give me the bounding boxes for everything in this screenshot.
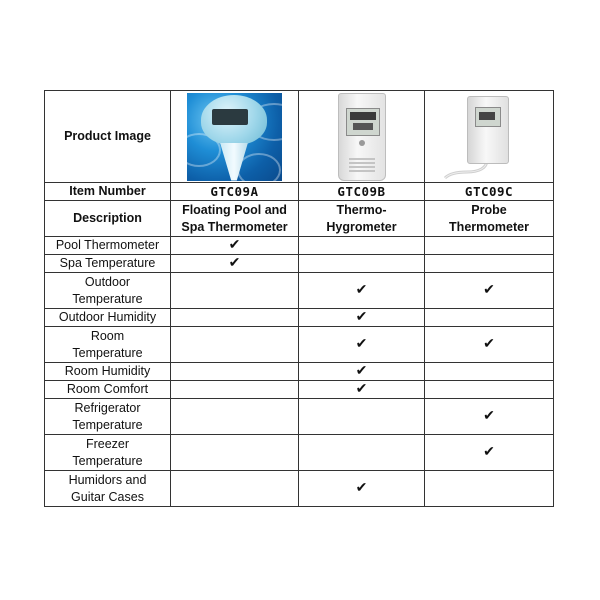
thermo-hygrometer-image: [338, 93, 386, 181]
description-1-line2: Spa Thermometer: [181, 219, 288, 234]
feature-cell-product-2: [299, 237, 425, 255]
feature-label-line1: Room: [90, 328, 125, 343]
description-3-line2: Thermometer: [449, 219, 529, 234]
checkmark-icon: ✔: [483, 281, 495, 297]
feature-label-line1: Refrigerator: [74, 400, 141, 415]
feature-cell-product-3: [425, 309, 554, 327]
description-label: Description: [45, 201, 171, 237]
feature-cell-product-3: [425, 381, 554, 399]
feature-row: [45, 237, 554, 255]
feature-cell-product-1: [171, 435, 299, 471]
feature-cell-product-1: [171, 255, 299, 273]
feature-cell-product-2: [299, 435, 425, 471]
feature-row: [45, 255, 554, 273]
description-row: [45, 201, 554, 237]
checkmark-icon: ✔: [228, 254, 241, 270]
feature-cell-product-1: [171, 273, 299, 309]
feature-row: [45, 363, 554, 381]
feature-cell-product-2: [299, 327, 425, 363]
description-2: [299, 201, 425, 237]
product-image-label: Product Image: [45, 91, 171, 183]
feature-cell-product-1: [171, 399, 299, 435]
feature-row: [45, 399, 554, 435]
feature-cell-product-3: [425, 237, 554, 255]
checkmark-icon: ✔: [483, 335, 495, 351]
feature-cell-product-3: [425, 327, 554, 363]
item-number-row: [45, 183, 554, 201]
feature-label: [45, 363, 171, 381]
feature-cell-product-2: [299, 471, 425, 507]
feature-label-line1: Room Comfort: [66, 382, 149, 396]
feature-label-line1: Pool Thermometer: [55, 238, 160, 252]
feature-row: [45, 381, 554, 399]
description-3: [425, 201, 554, 237]
feature-label: [45, 309, 171, 327]
feature-cell-product-2: [299, 273, 425, 309]
feature-row: [45, 471, 554, 507]
feature-cell-product-1: [171, 309, 299, 327]
comparison-table: [44, 90, 554, 507]
checkmark-icon: ✔: [483, 443, 495, 459]
feature-cell-product-1: [171, 237, 299, 255]
feature-label: [45, 255, 171, 273]
feature-cell-product-2: [299, 255, 425, 273]
product-image-cell-2: [299, 91, 425, 183]
feature-label-line2: Temperature: [72, 345, 143, 360]
description-1: [171, 201, 299, 237]
checkmark-icon: ✔: [483, 407, 495, 423]
checkmark-icon: ✔: [355, 281, 368, 297]
feature-label: [45, 471, 171, 507]
feature-row: [45, 309, 554, 327]
feature-cell-product-1: [171, 327, 299, 363]
feature-cell-product-2: [299, 381, 425, 399]
item-number-2: GTC09B: [299, 183, 425, 201]
feature-cell-product-3: [425, 273, 554, 309]
feature-cell-product-3: [425, 471, 554, 507]
feature-cell-product-3: [425, 363, 554, 381]
description-2-line2: Hygrometer: [326, 219, 397, 234]
feature-cell-product-1: [171, 381, 299, 399]
feature-cell-product-2: [299, 399, 425, 435]
item-number-label: Item Number: [45, 183, 171, 201]
feature-label: [45, 273, 171, 309]
checkmark-icon: ✔: [355, 380, 368, 396]
feature-label-line2: Guitar Cases: [71, 489, 144, 504]
feature-row: [45, 273, 554, 309]
probe-thermometer-image: [439, 94, 539, 180]
feature-cell-product-3: [425, 255, 554, 273]
checkmark-icon: ✔: [355, 362, 368, 378]
feature-row: [45, 435, 554, 471]
feature-label: [45, 435, 171, 471]
feature-cell-product-3: [425, 399, 554, 435]
product-image-row: [45, 91, 554, 183]
product-image-cell-1: [171, 91, 299, 183]
feature-label-line1: Humidors and: [68, 472, 147, 487]
feature-label-line1: Room Humidity: [64, 364, 151, 378]
feature-label-line2: Temperature: [72, 417, 143, 432]
item-number-1: GTC09A: [171, 183, 299, 201]
feature-cell-product-2: [299, 309, 425, 327]
feature-cell-product-1: [171, 471, 299, 507]
pool-float-thermometer-image: [187, 93, 282, 181]
checkmark-icon: ✔: [355, 479, 368, 495]
description-3-line1: Probe: [471, 202, 507, 217]
checkmark-icon: ✔: [355, 308, 368, 324]
feature-label: [45, 237, 171, 255]
checkmark-icon: ✔: [228, 236, 241, 252]
feature-label: [45, 327, 171, 363]
feature-row: [45, 327, 554, 363]
feature-label: [45, 399, 171, 435]
item-number-3: GTC09C: [425, 183, 554, 201]
feature-label-line1: Outdoor Humidity: [58, 310, 157, 324]
feature-label-line1: Outdoor: [84, 274, 131, 289]
feature-label-line1: Freezer: [85, 436, 130, 451]
description-2-line1: Thermo-: [336, 202, 387, 217]
checkmark-icon: ✔: [355, 335, 368, 351]
feature-label-line1: Spa Temperature: [59, 256, 156, 270]
feature-cell-product-1: [171, 363, 299, 381]
description-1-line1: Floating Pool and: [182, 202, 287, 217]
feature-label: [45, 381, 171, 399]
feature-label-line2: Temperature: [72, 453, 143, 468]
feature-cell-product-3: [425, 435, 554, 471]
feature-label-line2: Temperature: [72, 291, 143, 306]
product-image-cell-3: [425, 91, 554, 183]
feature-cell-product-2: [299, 363, 425, 381]
